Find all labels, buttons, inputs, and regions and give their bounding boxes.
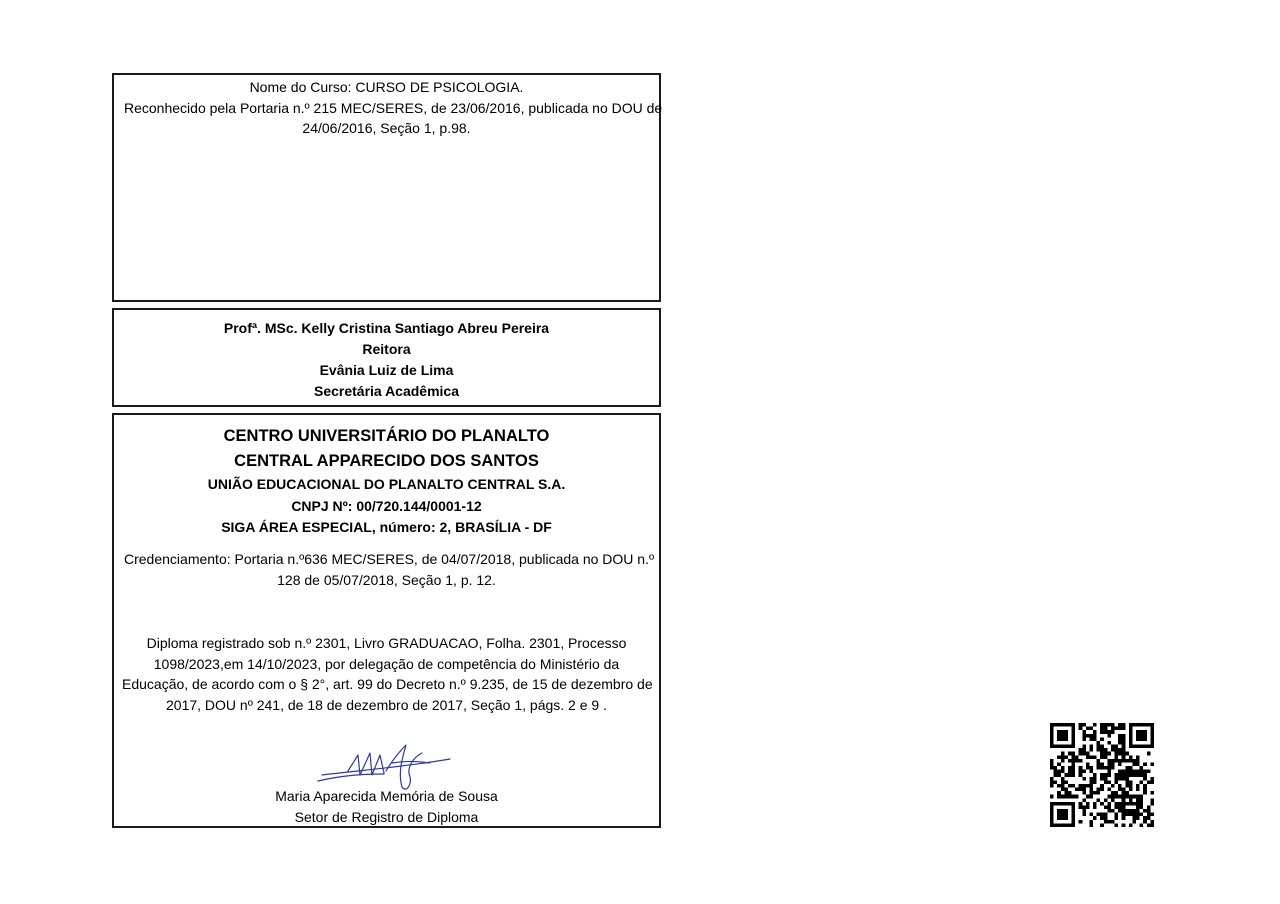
secretary-name: Evânia Luiz de Lima: [319, 362, 454, 378]
accreditation-line1: Credenciamento: Portaria n.º636 MEC/SERES, de 04/07/2018, publicada no DOU n.º: [124, 551, 655, 567]
registration-line1: Diploma registrado sob n.º 2301, Livro GRADUACAO, Folha. 2301, Processo: [146, 635, 627, 651]
institution-address: SIGA ÁREA ESPECIAL, número: 2, BRASÍLIA - DF: [221, 519, 552, 535]
rector-title: Reitora: [362, 341, 411, 357]
registration-line2: 1098/2023,em 14/10/2023, por delegação de competência do Ministério da: [153, 655, 620, 672]
qr-code-icon: [1050, 723, 1154, 827]
registrar-name: Maria Aparecida Memória de Sousa: [275, 788, 498, 804]
course-recognition: Reconhecido pela Portaria n.º 215 MEC/SERES, de 23/06/2016, publicada no DOU de: [124, 99, 663, 116]
secretary-title: Secretária Acadêmica: [313, 383, 460, 399]
institution-cnpj: CNPJ Nº: 00/720.144/0001-12: [291, 497, 482, 514]
registration-text: [122, 633, 651, 715]
course-name: Nome do Curso: CURSO DE PSICOLOGIA.: [249, 79, 524, 95]
course-info: [114, 77, 663, 139]
course-recognition-cont: 24/06/2016, Seção 1, p.98.: [302, 120, 471, 136]
institution-header: [114, 424, 659, 539]
institution-box: [112, 413, 661, 828]
institution-name-line2: CENTRAL APPARECIDO DOS SANTOS: [234, 452, 539, 470]
course-box: [112, 73, 661, 302]
registration-line3: Educação, de acordo com o § 2°, art. 99 do Decreto n.º 9.235, de 15 de dezembro de: [122, 676, 653, 692]
registration-line4: 2017, DOU nº 241, de 18 de dezembro de 2017, Seção 1, págs. 2 e 9 .: [166, 696, 607, 713]
institution-maintainer: UNIÃO EDUCACIONAL DO PLANALTO CENTRAL S.A.: [207, 476, 566, 492]
registrar-info: [114, 786, 659, 827]
signers-box: [112, 308, 661, 407]
institution-name-line1: CENTRO UNIVERSITÁRIO DO PLANALTO: [223, 427, 550, 445]
accreditation-text: [124, 549, 655, 590]
accreditation-line2: 128 de 05/07/2018, Seção 1, p. 12.: [277, 571, 496, 588]
rector-name: Profª. MSc. Kelly Cristina Santiago Abreu Pereira: [223, 320, 550, 336]
registrar-sector: Setor de Registro de Diploma: [294, 808, 479, 825]
signers-info: [114, 318, 659, 402]
